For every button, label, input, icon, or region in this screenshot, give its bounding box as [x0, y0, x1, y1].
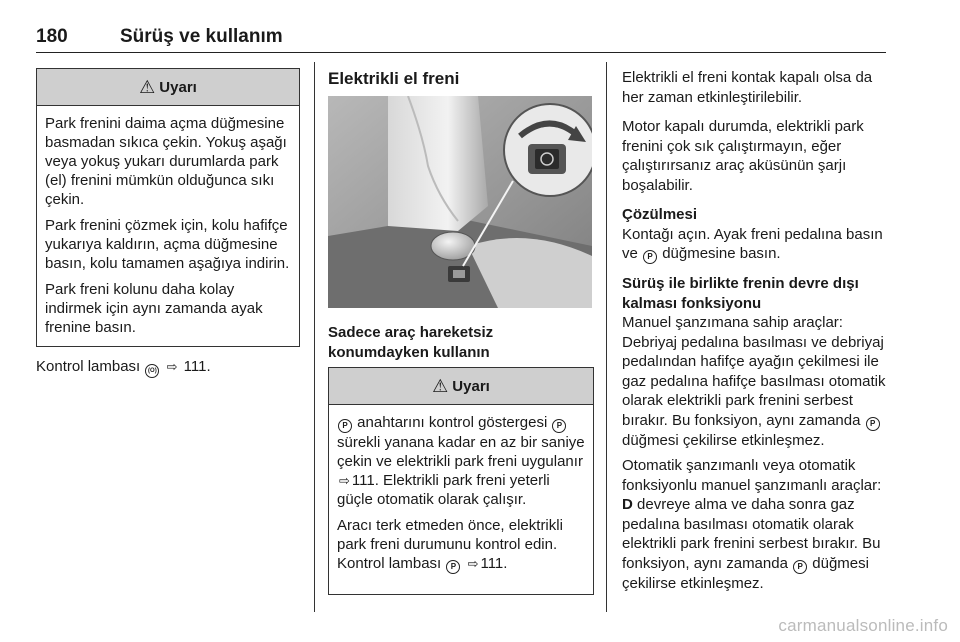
warning-header: [37, 69, 299, 106]
warning-icon: ⚠: [139, 76, 156, 97]
page-ref-arrow-icon: ⇨: [467, 556, 479, 571]
column-divider: [314, 62, 315, 612]
parking-brake-icon: P: [552, 419, 566, 433]
warning-text: Kontrol lambası: [337, 555, 442, 572]
section-title: Sürüş ve kullanım: [120, 26, 283, 47]
paragraph-text: Manuel şanzımana sahip araçlar: Debriyaj pedalına basılması ve debriyaj pedalından hafifçe ayağın çekilmesi ile gaz pedalına hafifçe basılması otomatik olarak elektrikli park frenini serbest bırakır. Bu fonksiyon, aynı zamanda: [622, 314, 886, 429]
brake-warning-lamp-icon: (O): [145, 364, 159, 378]
paragraph-text: düğmesi çekilirse etkinleşmez.: [622, 431, 825, 449]
warning-text: sürekli yanana kadar en az bir saniye çekin ve elektrikli park freni uygulanır: [337, 434, 585, 470]
parking-brake-photo: [328, 96, 592, 308]
sub-heading-line: Sadece araç hareketsiz: [328, 324, 494, 341]
page-ref-link[interactable]: 111.: [480, 555, 508, 572]
sub-heading: [328, 323, 592, 362]
column-divider: [606, 62, 607, 612]
paragraph: [622, 225, 888, 265]
parking-brake-icon: P: [338, 419, 352, 433]
paragraph-text: Otomatik şanzımanlı veya otomatik fonksiyonlu manuel şanzımanlı araçlar:: [622, 457, 882, 494]
footer-watermark: carmanualsonline.info: [778, 616, 948, 635]
warning-body: [37, 106, 299, 343]
parking-brake-icon: P: [643, 250, 657, 264]
warning-title: Uyarı: [159, 78, 197, 96]
warning-text: Aracı terk etmeden önce, elektrikli park freni durumunu kontrol edin.: [337, 517, 563, 553]
section-heading: Elektrikli el freni: [328, 69, 460, 88]
warning-paragraph: Park freni kolunu daha kolay indirmek için aynı zamanda ayak frenine basın.: [45, 281, 263, 336]
paragraph-text: devreye alma ve daha sonra gaz pedalına basılması otomatik olarak elektrikli park frenini serbest bırakır. Bu fonksiyon, aynı zamanda: [622, 496, 881, 572]
paragraph: Elektrikli el freni kontak kapalı olsa da her zaman etkinleştirilebilir.: [622, 69, 873, 106]
parking-brake-icon: P: [866, 417, 880, 431]
paragraph-text: Kontağı açın. Ayak freni pedalına basın ve: [622, 225, 883, 262]
page-ref-link[interactable]: 111.: [351, 472, 379, 489]
warning-paragraph: Park frenini daima açma düğmesine basmadan sıkıca çekin. Yokuş aşağı veya yokuş yukarı durumlarda park (el) frenini mümkün olduğunca sıkı çekin.: [45, 115, 287, 208]
parking-brake-icon: P: [446, 560, 460, 574]
kontrol-line: [36, 357, 298, 378]
page-number: 180: [36, 26, 68, 47]
warning-body: [329, 405, 593, 580]
warning-box-left: [36, 68, 300, 347]
kontrol-label: Kontrol lambası: [36, 358, 141, 375]
page-header: [36, 26, 886, 53]
page-ref-arrow-icon: ⇨: [166, 359, 178, 374]
subheading-drive-away: Sürüş ile birlikte frenin devre dışı kalması fonksiyonu: [622, 275, 859, 312]
parking-brake-icon: P: [793, 560, 807, 574]
paragraph: [622, 456, 888, 593]
warning-paragraph: [337, 516, 585, 574]
gear-d-label: D: [622, 496, 633, 513]
warning-icon: ⚠: [432, 375, 449, 396]
parking-brake-illustration: [328, 96, 592, 308]
warning-text: Elektrikli park freni yeterli güçle otomatik olarak çalışır.: [337, 472, 550, 508]
page-ref-arrow-icon: ⇨: [339, 473, 350, 488]
right-column-text: [622, 68, 888, 603]
paragraph-text: düğmesine basın.: [662, 245, 781, 262]
sub-heading-line: konumdayken kullanın: [328, 343, 490, 361]
page-ref-link[interactable]: 111.: [183, 358, 211, 375]
subheading-release: Çözülmesi: [622, 206, 698, 223]
paragraph: Motor kapalı durumda, elektrikli park frenini çok sık çalıştırmayın, eğer çalıştırırsanız araç aküsünün şarjı boşalabilir.: [622, 118, 864, 194]
warning-paragraph: [337, 413, 585, 509]
warning-header: [329, 368, 593, 405]
paragraph-text: düğmesi çekilirse etkinleşmez.: [622, 554, 869, 592]
warning-box-middle: [328, 367, 594, 595]
warning-text: anahtarını kontrol göstergesi: [357, 414, 548, 431]
warning-title: Uyarı: [452, 377, 490, 395]
paragraph: [622, 313, 888, 450]
warning-paragraph: Park frenini çözmek için, kolu hafifçe yukarıya kaldırın, açma düğmesine basın, kolu tamamen aşağıya indirin.: [45, 217, 290, 272]
